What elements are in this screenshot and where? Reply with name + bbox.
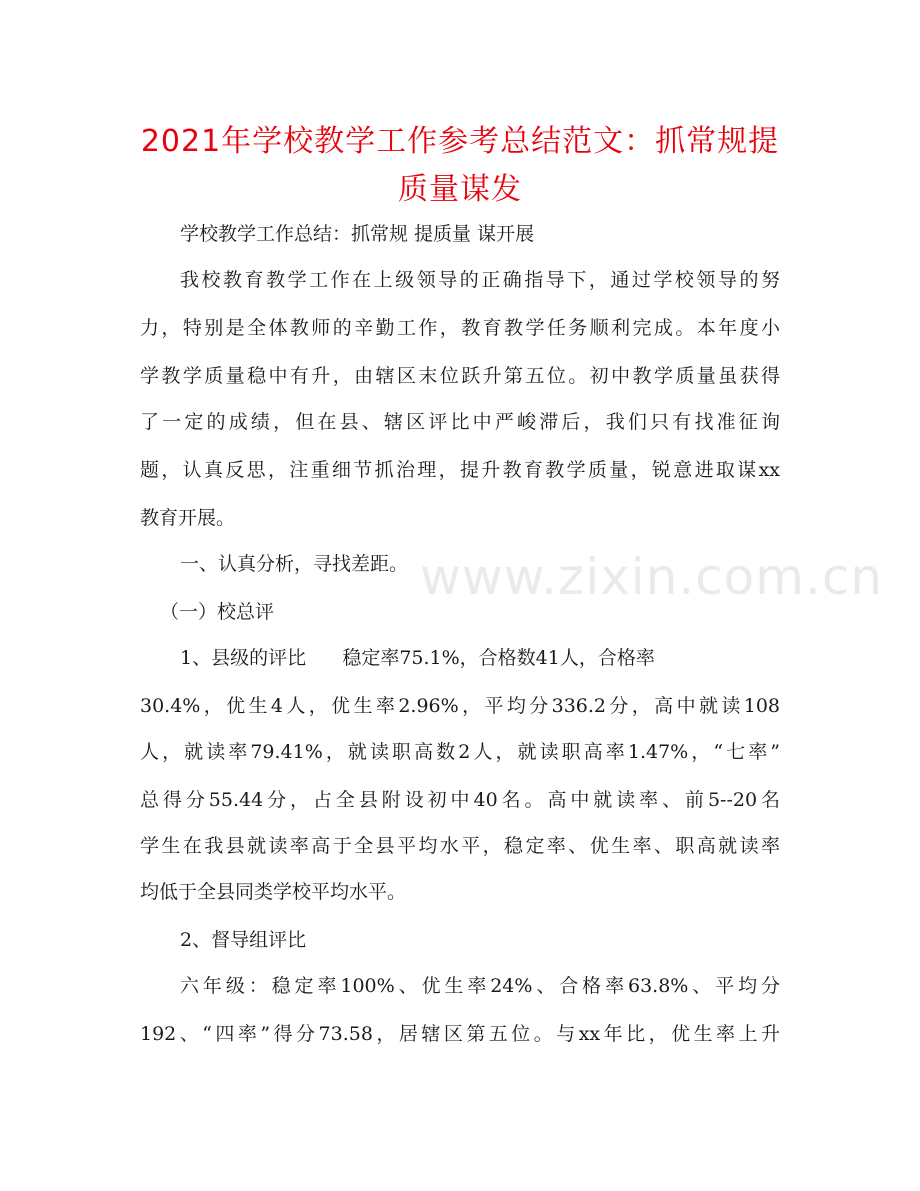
paragraph-line: 192、“四率”得分73.58，居辖区第五位。与xx年比，优生率上升 <box>140 1023 780 1045</box>
paragraph-line: 学生在我县就读率高于全县平均水平，稳定率、优生率、职高就读率 <box>140 835 780 857</box>
paragraph-line: 六年级：稳定率100%、优生率24%、合格率63.8%、平均分 <box>180 975 780 997</box>
section-heading: 2、督导组评比 <box>180 929 307 951</box>
paragraph-line: 总得分55.44分，占全县附设初中40名。高中就读率、前5--20名 <box>140 789 780 811</box>
paragraph-line: 了一定的成绩，但在县、辖区评比中严峻滞后，我们只有找准征询 <box>140 411 780 433</box>
paragraph-line: 人，就读率79.41%，就读职高数2人，就读职高率1.47%，“七率” <box>140 741 780 763</box>
section-heading: 一、认真分析，寻找差距。 <box>180 553 409 575</box>
paragraph-line: 均低于全县同类学校平均水平。 <box>140 881 407 903</box>
subtitle: 学校教学工作总结：抓常规 提质量 谋开展 <box>180 223 535 245</box>
watermark: www.zixin.com.cn <box>420 548 884 606</box>
subsection-heading: （一）校总评 <box>160 601 275 623</box>
paragraph-line: 力，特别是全体教师的辛勤工作，教育教学任务顺利完成。本年度小 <box>140 317 780 339</box>
paragraph-line: 题，认真反思，注重细节抓治理，提升教育教学质量，锐意进取谋xx <box>140 459 780 481</box>
paragraph-line: 30.4%，优生4人，优生率2.96%，平均分336.2分，高中就读108 <box>140 695 780 717</box>
paragraph-line: 1、县级的评比 稳定率75.1%，合格数41人，合格率 <box>180 647 655 669</box>
paragraph-line: 我校教育教学工作在上级领导的正确指导下，通过学校领导的努 <box>180 269 780 291</box>
paragraph-line: 教育开展。 <box>140 507 236 529</box>
paragraph-line: 学教学质量稳中有升，由辖区末位跃升第五位。初中教学质量虽获得 <box>140 365 780 387</box>
document-title: 2021年学校教学工作参考总结范文：抓常规提质量谋发 <box>140 124 780 207</box>
